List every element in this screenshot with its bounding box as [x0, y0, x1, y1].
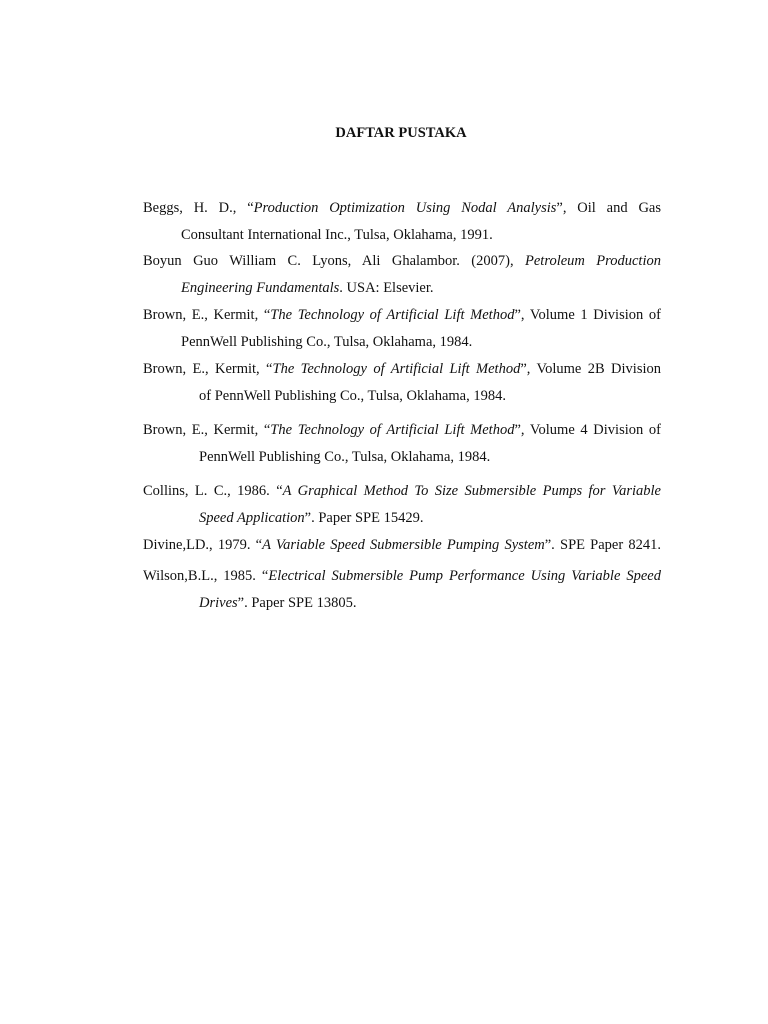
reference-line [143, 417, 661, 444]
reference-line [143, 356, 661, 383]
reference-text: Brown, E., Kermit, “ [143, 307, 271, 323]
reference-line [143, 478, 661, 505]
reference-title: The Technology of Artificial Lift Method [270, 422, 515, 438]
reference-item [143, 478, 661, 532]
reference-text: ”, Oil and Gas [556, 200, 661, 216]
reference-line [143, 563, 661, 590]
reference-text: Wilson,B.L., 1985. “ [143, 568, 269, 584]
reference-title: The Technology of Artificial Lift Method [270, 307, 515, 323]
reference-title: A Variable Speed Submersible Pumping System [262, 537, 545, 553]
reference-line [143, 275, 661, 302]
reference-item [143, 356, 661, 410]
reference-text: Consultant International Inc., Tulsa, Oklahama, 1991. [181, 227, 493, 243]
reference-line [143, 383, 661, 410]
reference-title: Production Optimization Using Nodal Analysis [253, 200, 557, 216]
reference-title: Engineering Fundamentals [181, 280, 340, 296]
reference-text: Brown, E., Kermit, “ [143, 361, 273, 377]
reference-text: ”, Volume 2B Division [520, 361, 662, 377]
reference-title: Speed Application [199, 510, 305, 526]
reference-text: ”, Volume 1 Division of [514, 307, 661, 323]
reference-title: Electrical Submersible Pump Performance Using Variable Speed [268, 568, 661, 584]
reference-line [143, 195, 661, 222]
reference-line [143, 302, 661, 329]
reference-text: Collins, L. C., 1986. “ [143, 483, 283, 499]
reference-item [143, 563, 661, 617]
reference-item [143, 532, 661, 559]
reference-title: Petroleum Production [525, 253, 661, 269]
reference-item [143, 302, 661, 356]
page-title: DAFTAR PUSTAKA [335, 125, 467, 141]
reference-list [143, 195, 661, 617]
reference-text: ”. Paper SPE 15429. [304, 510, 424, 526]
reference-text: of PennWell Publishing Co., Tulsa, Oklahama, 1984. [199, 388, 506, 404]
reference-item [143, 417, 661, 471]
reference-text: Divine,LD., 1979. “ [143, 537, 263, 553]
reference-line [143, 505, 661, 532]
reference-text: Boyun Guo William C. Lyons, Ali Ghalambor. (2007), [143, 253, 526, 269]
reference-text: PennWell Publishing Co., Tulsa, Oklahama, 1984. [181, 334, 473, 350]
reference-title: The Technology of Artificial Lift Method [272, 361, 521, 377]
reference-text: ”. SPE Paper 8241. [544, 537, 662, 553]
reference-text: . USA: Elsevier. [339, 280, 434, 296]
reference-line [143, 248, 661, 275]
reference-text: ”. Paper SPE 13805. [237, 595, 357, 611]
reference-title: A Graphical Method To Size Submersible Pumps for Variable [282, 483, 661, 499]
reference-line [143, 329, 661, 356]
reference-line [143, 444, 661, 471]
reference-text: Brown, E., Kermit, “ [143, 422, 271, 438]
reference-title: Drives [199, 595, 238, 611]
reference-line [143, 222, 661, 249]
reference-item [143, 195, 661, 249]
reference-item [143, 248, 661, 302]
reference-text: PennWell Publishing Co., Tulsa, Oklahama, 1984. [199, 449, 491, 465]
reference-text: Beggs, H. D., “ [143, 200, 254, 216]
reference-line [143, 590, 661, 617]
reference-text: ”, Volume 4 Division of [514, 422, 661, 438]
reference-line [143, 532, 661, 559]
